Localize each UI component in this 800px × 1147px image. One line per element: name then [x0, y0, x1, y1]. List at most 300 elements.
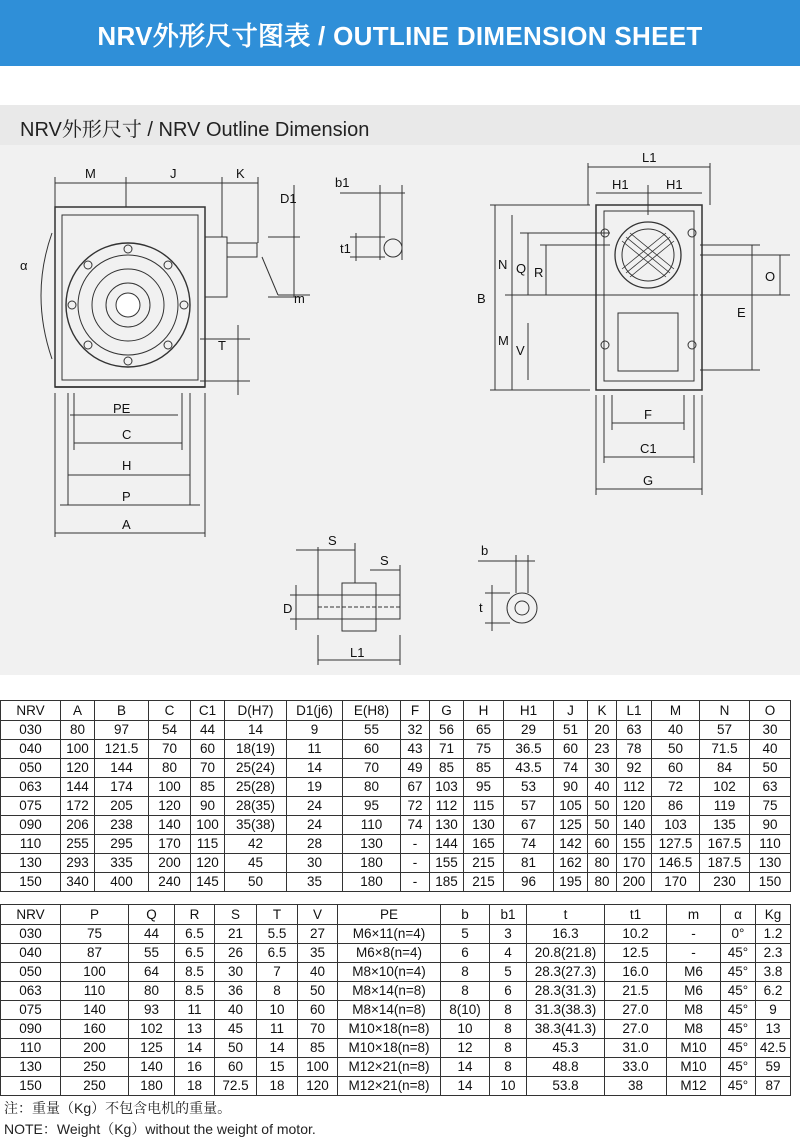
label-L1-shaft: L1 [350, 645, 365, 660]
label-H: H [122, 458, 132, 473]
table-cell: 60 [652, 759, 700, 778]
table-cell: 250 [61, 1077, 129, 1096]
table-cell: 167.5 [700, 835, 750, 854]
table-cell: M6×8(n=4) [338, 944, 441, 963]
table-cell: 63 [617, 721, 652, 740]
table-cell: 70 [298, 1020, 338, 1039]
outline-drawing-svg [0, 145, 800, 675]
table-cell: 21 [215, 925, 257, 944]
table-cell: 050 [1, 963, 61, 982]
table-cell: 80 [129, 982, 175, 1001]
table-cell: 170 [149, 835, 191, 854]
table-cell: 145 [191, 873, 225, 892]
table-cell: 72 [652, 778, 700, 797]
table-cell: 3 [490, 925, 527, 944]
table-cell: 19 [287, 778, 343, 797]
table-cell: 5 [490, 963, 527, 982]
table-cell: 200 [61, 1039, 129, 1058]
table-cell: 53 [504, 778, 554, 797]
label-R: R [534, 265, 544, 280]
table-cell: 20.8(21.8) [527, 944, 605, 963]
table-cell: 250 [61, 1058, 129, 1077]
table-cell: 155 [430, 854, 464, 873]
table-cell: M10×18(n=8) [338, 1039, 441, 1058]
table-cell: 87 [61, 944, 129, 963]
table-cell: 96 [504, 873, 554, 892]
table-cell: 50 [215, 1039, 257, 1058]
table-cell: 30 [588, 759, 617, 778]
table-cell: 93 [129, 1001, 175, 1020]
table-cell: 35 [287, 873, 343, 892]
header-cell: G [430, 701, 464, 721]
label-t: t [479, 600, 483, 615]
table-cell: 125 [554, 816, 588, 835]
table-cell: 5.5 [257, 925, 298, 944]
table-cell: 170 [617, 854, 652, 873]
table-cell: 64 [129, 963, 175, 982]
header-cell: P [61, 905, 129, 925]
title-banner [0, 0, 800, 66]
table-cell: 10.2 [605, 925, 667, 944]
table-cell: M10 [667, 1039, 721, 1058]
table-cell: 43 [401, 740, 430, 759]
technical-drawing [0, 145, 800, 675]
table-cell: 28(35) [225, 797, 287, 816]
table-cell: 85 [430, 759, 464, 778]
table-cell: 180 [343, 854, 401, 873]
label-t1: t1 [340, 241, 351, 256]
table-cell: 60 [588, 835, 617, 854]
table-cell: 74 [401, 816, 430, 835]
table-cell: 44 [191, 721, 225, 740]
label-m: m [294, 291, 305, 306]
table-row [1, 1039, 791, 1058]
header-cell: t [527, 905, 605, 925]
table-cell: 90 [554, 778, 588, 797]
table-cell: M12×21(n=8) [338, 1058, 441, 1077]
keyway-detail-b [478, 555, 537, 631]
table-cell: M8×14(n=8) [338, 1001, 441, 1020]
table-cell: 165 [464, 835, 504, 854]
table-cell: 90 [750, 816, 791, 835]
header-cell: Q [129, 905, 175, 925]
header-cell: S [215, 905, 257, 925]
table-cell: 24 [287, 797, 343, 816]
table-cell: 87 [756, 1077, 791, 1096]
table-cell: 100 [191, 816, 225, 835]
header-cell: D1(j6) [287, 701, 343, 721]
table-cell: 9 [287, 721, 343, 740]
table-row [1, 816, 791, 835]
table-cell: 238 [95, 816, 149, 835]
table-cell: 40 [750, 740, 791, 759]
label-H1-right: H1 [666, 177, 683, 192]
table-cell: 72 [401, 797, 430, 816]
label-F: F [644, 407, 652, 422]
table-cell: 100 [61, 740, 95, 759]
table-cell: 28.3(31.3) [527, 982, 605, 1001]
table-cell: 335 [95, 854, 149, 873]
table-cell: 51 [554, 721, 588, 740]
label-V: V [516, 343, 525, 358]
table-cell: 27.0 [605, 1020, 667, 1039]
table-cell: 30 [215, 963, 257, 982]
header-cell: A [61, 701, 95, 721]
table-row [1, 925, 791, 944]
table-cell: 14 [287, 759, 343, 778]
label-O: O [765, 269, 776, 284]
label-G: G [643, 473, 654, 488]
table-cell: 70 [149, 740, 191, 759]
table-cell: 195 [554, 873, 588, 892]
table-cell: 40 [215, 1001, 257, 1020]
table-cell: 54 [149, 721, 191, 740]
label-B: B [477, 291, 486, 306]
table-cell: 115 [464, 797, 504, 816]
label-Q: Q [516, 261, 527, 276]
table-cell: 16 [175, 1058, 215, 1077]
label-D1: D1 [280, 191, 297, 206]
table-cell: 80 [61, 721, 95, 740]
table-cell: 70 [343, 759, 401, 778]
table-cell: 45° [721, 1001, 756, 1020]
table-cell: 063 [1, 982, 61, 1001]
header-cell: O [750, 701, 791, 721]
table-cell: 102 [129, 1020, 175, 1039]
label-E: E [737, 305, 746, 320]
table-cell: 11 [175, 1001, 215, 1020]
table-cell: - [401, 854, 430, 873]
table-cell: 6 [490, 982, 527, 1001]
table-cell: 340 [61, 873, 95, 892]
header-cell: NRV [1, 905, 61, 925]
label-L1: L1 [642, 150, 657, 165]
table-cell: 14 [441, 1077, 490, 1096]
table-cell: 6.5 [175, 925, 215, 944]
header-cell: E(H8) [343, 701, 401, 721]
table-cell: 293 [61, 854, 95, 873]
table-cell: 119 [700, 797, 750, 816]
table-cell: 45° [721, 1077, 756, 1096]
table-cell: - [667, 944, 721, 963]
table-row [1, 740, 791, 759]
table-cell: 4 [490, 944, 527, 963]
header-cell: C [149, 701, 191, 721]
table-row [1, 797, 791, 816]
table-cell: 28 [287, 835, 343, 854]
table-cell: 8.5 [175, 963, 215, 982]
table-cell: 6.5 [257, 944, 298, 963]
header-cell: K [588, 701, 617, 721]
table-cell: 142 [554, 835, 588, 854]
table-cell: 84 [700, 759, 750, 778]
table-cell: - [401, 873, 430, 892]
table-cell: 400 [95, 873, 149, 892]
table-cell: 120 [617, 797, 652, 816]
table-cell: 74 [554, 759, 588, 778]
table-cell: 8 [490, 1001, 527, 1020]
table-cell: 45° [721, 1020, 756, 1039]
table-cell: 33.0 [605, 1058, 667, 1077]
table-cell: 14 [225, 721, 287, 740]
table-cell: 170 [652, 873, 700, 892]
header-cell: H1 [504, 701, 554, 721]
header-cell: α [721, 905, 756, 925]
table-cell: 45.3 [527, 1039, 605, 1058]
table-cell: 56 [430, 721, 464, 740]
table-cell: 80 [588, 873, 617, 892]
table-cell: 55 [343, 721, 401, 740]
table-cell: 40 [588, 778, 617, 797]
table-cell: 172 [61, 797, 95, 816]
table-row [1, 854, 791, 873]
table-row [1, 835, 791, 854]
table-cell: 150 [750, 873, 791, 892]
table-header-row [1, 701, 791, 721]
table-cell: 8 [490, 1020, 527, 1039]
table-cell: 5 [441, 925, 490, 944]
table-cell: 8 [490, 1039, 527, 1058]
table-cell: 240 [149, 873, 191, 892]
table-cell: 8 [441, 982, 490, 1001]
table-cell: 8.5 [175, 982, 215, 1001]
table-row [1, 982, 791, 1001]
table-cell: M10 [667, 1058, 721, 1077]
table-cell: 155 [617, 835, 652, 854]
header-cell: H [464, 701, 504, 721]
label-J: J [170, 166, 177, 181]
table-cell: 60 [554, 740, 588, 759]
table-cell: 95 [343, 797, 401, 816]
table-cell: 45° [721, 982, 756, 1001]
label-T: T [218, 338, 226, 353]
table-cell: 150 [1, 873, 61, 892]
table-cell: 110 [1, 835, 61, 854]
table-cell: 11 [257, 1020, 298, 1039]
label-S-top: S [328, 533, 337, 548]
table-cell: 2.3 [756, 944, 791, 963]
table-cell: 32 [401, 721, 430, 740]
table-cell: 13 [756, 1020, 791, 1039]
label-K: K [236, 166, 245, 181]
table-cell: 14 [257, 1039, 298, 1058]
table-cell: 1.2 [756, 925, 791, 944]
table-cell: 43.5 [504, 759, 554, 778]
dimension-table-1 [0, 700, 791, 892]
table-header-row [1, 905, 791, 925]
table-row [1, 759, 791, 778]
table-cell: 30 [287, 854, 343, 873]
table-cell: 50 [225, 873, 287, 892]
label-M-right: M [498, 333, 509, 348]
table-cell: 174 [95, 778, 149, 797]
table-cell: 45° [721, 963, 756, 982]
table-row [1, 1020, 791, 1039]
header-cell: T [257, 905, 298, 925]
table-cell: 162 [554, 854, 588, 873]
table-cell: 50 [298, 982, 338, 1001]
table-cell: 187.5 [700, 854, 750, 873]
header-cell: M [652, 701, 700, 721]
table-cell: M8 [667, 1001, 721, 1020]
sheet-title: NRV外形尺寸图表 / OUTLINE DIMENSION SHEET [97, 21, 703, 51]
header-cell: B [95, 701, 149, 721]
table-cell: 75 [750, 797, 791, 816]
table-cell: 185 [430, 873, 464, 892]
table-cell: 50 [588, 797, 617, 816]
table-cell: 18 [175, 1077, 215, 1096]
table-cell: 71 [430, 740, 464, 759]
label-N: N [498, 257, 508, 272]
label-alpha: α [20, 258, 28, 273]
table-cell: 120 [298, 1077, 338, 1096]
table-cell: 21.5 [605, 982, 667, 1001]
table-cell: 85 [464, 759, 504, 778]
table-cell: 040 [1, 944, 61, 963]
table-cell: 144 [430, 835, 464, 854]
section-title: NRV外形尺寸 / NRV Outline Dimension [20, 119, 370, 141]
table-cell: 030 [1, 925, 61, 944]
table-cell: 85 [191, 778, 225, 797]
label-D: D [283, 601, 293, 616]
table-cell: 18(19) [225, 740, 287, 759]
table-cell: 040 [1, 740, 61, 759]
table-cell: 23 [588, 740, 617, 759]
table-cell: 100 [61, 963, 129, 982]
table-cell: 50 [750, 759, 791, 778]
table-cell: 215 [464, 873, 504, 892]
table-cell: 60 [215, 1058, 257, 1077]
header-cell: NRV [1, 701, 61, 721]
table-row [1, 1077, 791, 1096]
table-cell: 110 [61, 982, 129, 1001]
table-cell: 90 [191, 797, 225, 816]
header-cell: F [401, 701, 430, 721]
table-cell: 29 [504, 721, 554, 740]
table-cell: 090 [1, 816, 61, 835]
table-cell: M6 [667, 982, 721, 1001]
table-cell: 103 [652, 816, 700, 835]
label-A: A [122, 517, 131, 532]
table-cell: 70 [191, 759, 225, 778]
table-cell: M6 [667, 963, 721, 982]
table-row [1, 873, 791, 892]
table-cell: 57 [700, 721, 750, 740]
table-cell: 42.5 [756, 1039, 791, 1058]
table-cell: 8 [490, 1058, 527, 1077]
table-cell: 295 [95, 835, 149, 854]
table-cell: 130 [430, 816, 464, 835]
table-cell: - [401, 835, 430, 854]
table-row [1, 721, 791, 740]
table-cell: 130 [1, 854, 61, 873]
table-cell: 10 [490, 1077, 527, 1096]
table-cell: 11 [287, 740, 343, 759]
table-cell: 95 [464, 778, 504, 797]
table-cell: 110 [1, 1039, 61, 1058]
table-cell: 105 [554, 797, 588, 816]
table-cell: 230 [700, 873, 750, 892]
dimension-table-2 [0, 904, 791, 1096]
table-cell: 12.5 [605, 944, 667, 963]
table-cell: 140 [617, 816, 652, 835]
header-cell: Kg [756, 905, 791, 925]
table-cell: 6.2 [756, 982, 791, 1001]
header-cell: t1 [605, 905, 667, 925]
table-cell: 030 [1, 721, 61, 740]
table-cell: 28.3(27.3) [527, 963, 605, 982]
table-cell: 40 [652, 721, 700, 740]
table-cell: - [667, 925, 721, 944]
label-C1: C1 [640, 441, 657, 456]
table-cell: 127.5 [652, 835, 700, 854]
table-cell: 26 [215, 944, 257, 963]
table-cell: 27.0 [605, 1001, 667, 1020]
table-cell: 100 [149, 778, 191, 797]
table-cell: 65 [464, 721, 504, 740]
table-cell: 180 [129, 1077, 175, 1096]
table-cell: 35(38) [225, 816, 287, 835]
table-cell: 10 [441, 1020, 490, 1039]
table-cell: 255 [61, 835, 95, 854]
table-cell: 55 [129, 944, 175, 963]
table-cell: 103 [430, 778, 464, 797]
table-cell: 180 [343, 873, 401, 892]
label-C: C [122, 427, 132, 442]
table-cell: 120 [149, 797, 191, 816]
table-cell: 10 [257, 1001, 298, 1020]
header-cell: D(H7) [225, 701, 287, 721]
table-cell: 120 [61, 759, 95, 778]
table-row [1, 944, 791, 963]
table-cell: 42 [225, 835, 287, 854]
table-cell: 86 [652, 797, 700, 816]
table-cell: 25(24) [225, 759, 287, 778]
table-cell: 36 [215, 982, 257, 1001]
table-row [1, 1058, 791, 1077]
table-cell: 92 [617, 759, 652, 778]
table-cell: 45° [721, 1039, 756, 1058]
label-PE: PE [113, 401, 131, 416]
label-M: M [85, 166, 96, 181]
table-cell: 102 [700, 778, 750, 797]
table-cell: 48.8 [527, 1058, 605, 1077]
table-cell: 205 [95, 797, 149, 816]
table-cell: 090 [1, 1020, 61, 1039]
table-cell: 13 [175, 1020, 215, 1039]
table-cell: 8(10) [441, 1001, 490, 1020]
front-view [41, 177, 310, 537]
table-cell: 206 [61, 816, 95, 835]
header-cell: m [667, 905, 721, 925]
table-cell: 125 [129, 1039, 175, 1058]
table-cell: 78 [617, 740, 652, 759]
table-cell: 150 [1, 1077, 61, 1096]
header-cell: N [700, 701, 750, 721]
table-cell: 38.3(41.3) [527, 1020, 605, 1039]
table-cell: 45 [215, 1020, 257, 1039]
table-cell: 7 [257, 963, 298, 982]
table-cell: M8×10(n=4) [338, 963, 441, 982]
table-cell: 146.5 [652, 854, 700, 873]
table-cell: 110 [343, 816, 401, 835]
table-cell: 12 [441, 1039, 490, 1058]
table-cell: 50 [588, 816, 617, 835]
table-cell: 140 [61, 1001, 129, 1020]
header-cell: L1 [617, 701, 652, 721]
table-cell: 60 [298, 1001, 338, 1020]
table-cell: 97 [95, 721, 149, 740]
